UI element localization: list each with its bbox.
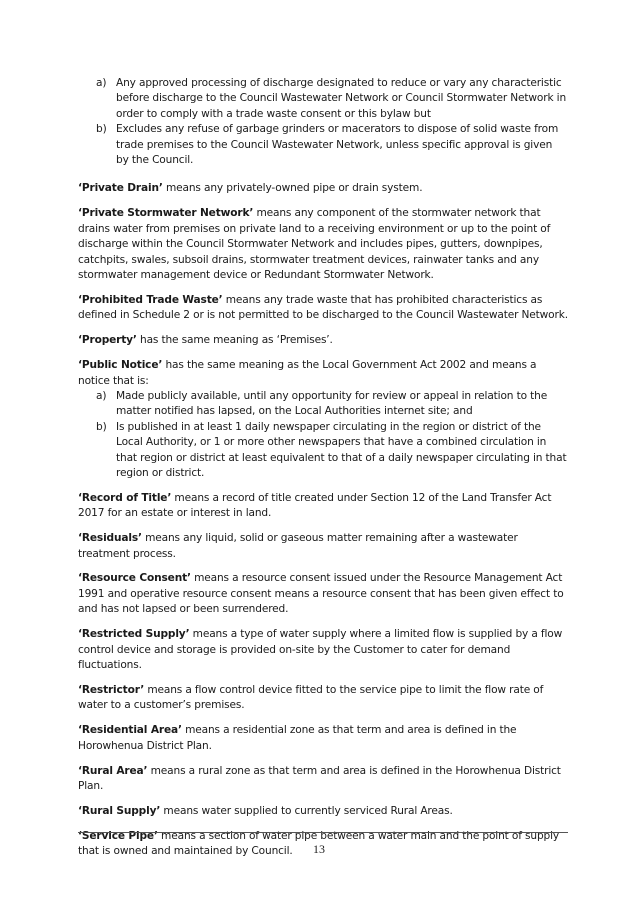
definition-prohibited-trade-waste: ‘Prohibited Trade Waste’ means any trade waste that has prohibited characteristics as defined in Schedule 2 or is not permitted to be discharged to the Council Wastewater Network. <box>78 293 568 322</box>
document-body <box>78 76 568 860</box>
definition-residential-area: ‘Residential Area’ means a residential zone as that term and area is defined in the Horowhenua District Plan. <box>78 724 517 752</box>
definition-restrictor: ‘Restrictor’ means a flow control device fitted to the service pipe to limit the flow rate of water to a customer’s premises. <box>78 683 544 712</box>
definition-rural-supply: ‘Rural Supply’ means water supplied to currently serviced Rural Areas. <box>78 804 453 817</box>
list-item: a) Made publicly available, until any opportunity for review or appeal in relation to the matter notified has lapsed, on the Local Authorities internet site; and <box>96 389 548 418</box>
list-item: b) Excludes any refuse of garbage grinders or macerators to dispose of solid waste from trade premises to the Council Wastewater Network, unless specific approval is given by the Council. <box>96 123 559 167</box>
continuation-list <box>78 76 568 168</box>
definition-residuals: ‘Residuals’ means any liquid, solid or gaseous matter remaining after a wastewater treatment process. <box>78 532 518 560</box>
page-number: 13 <box>313 842 325 856</box>
footer-divider <box>78 832 568 833</box>
definition-resource-consent: ‘Resource Consent’ means a resource consent issued under the Resource Management Act 1991 and operative resource consent means a resource consent that has been given effect to and has not lapsed or been surrendered. <box>78 572 564 616</box>
list-item: a) Any approved processing of discharge designated to reduce or vary any characteristic before discharge to the Council Wastewater Network or Council Stormwater Network in order to comply with a trade waste consent or this bylaw but <box>96 77 567 120</box>
definition-service-pipe: ‘Service Pipe’ means a section of water pipe between a water main and the point of supply that is owned and maintained by Council. <box>78 829 560 858</box>
definition-private-drain: ‘Private Drain’ means any privately-owned pipe or drain system. <box>78 182 423 195</box>
definition-private-stormwater-network: ‘Private Stormwater Network’ means any component of the stormwater network that drains water from premises on private land to a receiving environment or up to the point of discharge within the Council Stormwater Network and includes pipes, gutters, downpipes, catchpits, swales, subsoil drains, stormwater treatment devices, rainwater tanks and any stormwater management device or Redundant Stormwater Network. <box>78 207 551 281</box>
public-notice-list <box>78 389 568 481</box>
definition-property: ‘Property’ has the same meaning as ‘Premises’. <box>78 334 333 347</box>
definition-rural-area: ‘Rural Area’ means a rural zone as that term and area is defined in the Horowhenua District Plan. <box>78 764 561 792</box>
list-item: b) Is published in at least 1 daily newspaper circulating in the region or district of the Local Authority, or 1 or more other newspapers that have a combined circulation in that region or district at least equivalent to that of a daily newspaper circulating in that region or district. <box>96 420 567 479</box>
definition-restricted-supply: ‘Restricted Supply’ means a type of water supply where a limited flow is supplied by a flow control device and storage is provided on-site by the Customer to cater for demand fluctuations. <box>78 628 563 671</box>
definition-record-of-title: ‘Record of Title’ means a record of title created under Section 12 of the Land Transfer Act 2017 for an estate or interest in land. <box>78 491 552 520</box>
definition-public-notice: ‘Public Notice’ has the same meaning as the Local Government Act 2002 and means a notice that is: <box>78 359 537 387</box>
